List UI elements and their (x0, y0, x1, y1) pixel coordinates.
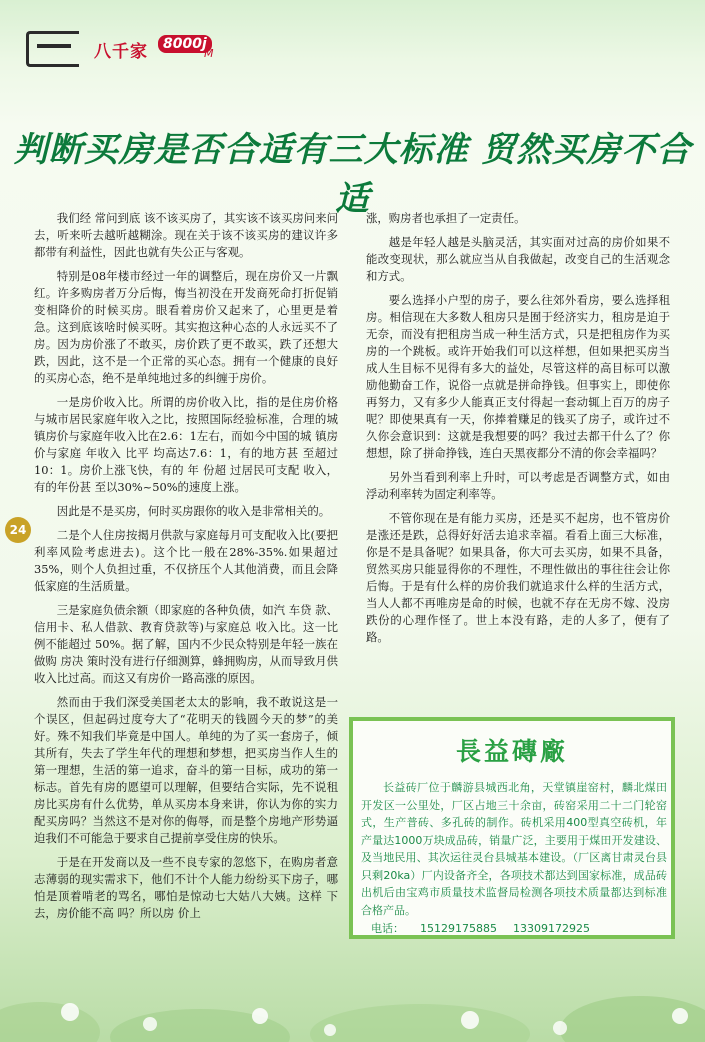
magazine-logo-mark (26, 31, 79, 67)
article-paragraph: 要么选择小户型的房子，要么往郊外看房，要么选择租房。相信现在大多数人租房只是囿于经济实力，租房是迫于无奈，而没有把租房当成一种生活方式，只是把租房作为买房的一个跳板。或许开始我们可以这样想，但如果把买房当成人生目标不见得有多大的益处，尽管这样的高目标可以激励他勤奋工作，说俗一点就是拼命挣钱。但事实上，即使你再努力，又有多少人能真正支付得起一套动辄上百万的房子呢？即使果真有一天，你捧着赚足的钱买了房子，或许过不久你会意识到：这就是我想要的吗？我过去都干什么了？你想想，除了拼命挣钱，连白天黑夜都分不清的你会幸福吗？ (366, 293, 670, 460)
article-paragraph: 越是年轻人越是头脑灵活，其实面对过高的房价如果不能改变现状，那么就应当从自我做起，改变自己的生活观念和方式。 (366, 235, 670, 283)
article-paragraph: 二是个人住房按揭月供款与家庭每月可支配收入比(要把利率风险考虑进去)。这个比一般在28%-35%.如果超过35%，则个人负担过重，不仅挤压个人其他消费，而且会降低家庭的生活质量。 (34, 528, 338, 593)
article-title: 判断买房是否合适有三大标准 贸然买房不合适 (13, 130, 692, 219)
article-paragraph: 于是在开发商以及一些不良专家的忽悠下，在购房者意志薄弱的现实需求下，他们不计个人能力纷纷买下房子，哪怕是顶着啃老的骂名，哪怕是惊动七大姑八大姨。这样 下去，房价能不高 吗？所以房 价上 (34, 855, 338, 920)
decorative-flowers-background (0, 912, 705, 1042)
ad-phone-2: 13309172925 (512, 922, 590, 935)
ad-phone-label: 电话： (371, 922, 404, 935)
ad-title: 長益磚廠 (455, 737, 568, 766)
article-paragraph: 然而由于我们深受美国老太太的影响，我不敢说这是一个误区，但起码过度夸大了“花明天的钱圆今天的梦”的美好。殊不知我们毕竟是中国人。单纯的为了买一套房子，倾其所有，失去了学生年代的理想和梦想，把买房当作人生的第一理想，生活的第一追求，奋斗的第一目标，成功的第一标志。首先有房的愿望可以理解，但要结合实际，先不说租房比买房有什么优势，单从买房本身来讲，你认为你的实力配买房吗？当然这不是对你的侮辱，而是整个房地产形势逼迫我们不可能急于要求自己提前享受住房的快乐。 (34, 695, 338, 845)
article-paragraph: 因此是不是买房，何时买房跟你的收入是非常相关的。 (56, 504, 331, 518)
page-header (0, 0, 705, 80)
article-paragraph: 我们经 常问到底 该不该买房了，其实该不该买房问来问去，听来听去越听越糊涂。现在关于该不该买房的建议许多都带有利益性，因此也就有失公正与客观。 (34, 211, 338, 259)
article-column-left (34, 210, 338, 929)
article-paragraph: 涨，购房者也承担了一定责任。 (366, 211, 526, 225)
advertisement-box (349, 717, 675, 939)
article-paragraph: 一是房价收入比。所谓的房价收入比，指的是住房价格与城市居民家庭年收入之比，按照国际经验标准，合理的城镇房价与家庭年收入比在2.6：1左右，而如今中国的城 镇房 价与家庭 年收入 比平 均高达7.6：1，有的地方甚 至超过10：1。房价上涨飞快，有的 年 份超 过居民可支配 收入，有的年份甚 至以30%~50%的速度上涨。 (34, 395, 338, 494)
magazine-brand-name: 八千家 (94, 42, 148, 62)
article-paragraph: 不管你现在是有能力买房，还是买不起房，也不管房价是涨还是跌，总得好好活去追求幸福。看看上面三大标准，你是不是具备呢？如果具备，你大可去买房，如果不具备，贸然买房只能显得你的不理性，不理性做出的事往往会让你后悔。于是有什么样的房价我们就追求什么样的生活方式，当人人都不再唯房是命的时候，也就不存在无房不嫁、没房跌份的心理作怪了。世上本没有路，走的人多了，便有了路。 (366, 511, 670, 644)
article-paragraph: 特别是08年楼市经过一年的调整后，现在房价又一片飘红。许多购房者万分后悔，悔当初没在开发商死命打折促销变相降价的时候买房。眼看着房价又起来了，心里更是着急。这到底该啥时候买呀。其实抱这种心态的人永远买不了房。因为房价涨了不敢买，房价跌了更不敢买，跌了还想大跌，因此，这不是一个正常的买心态。拥有一个健康的良好的买房心态，绝不是单纯地过多的纠缠于房价。 (34, 269, 338, 385)
article-column-right (366, 210, 670, 653)
ad-phone-1: 15129175885 (420, 922, 497, 935)
page-number-badge: 24 (5, 517, 31, 543)
ad-body: 长益砖厂位于麟游县城西北角，天堂镇崖窑村，麟北煤田开发区一公里处，厂区占地三十余亩，砖窑采用二十二门轮窑式，生产普砖、多孔砖的制作。砖机采用400型真空砖机，年产量达1000万块成品砖，销量广泛，主要用于煤田开发建设、及当地民用、其次运往灵台县城基本建设。（厂区离甘肃灵台县只剩20ka）厂内设备齐全，各项技术都达到国家标准，成品砖出机后由宝鸡市质量技术监督局检测各项技术质量都达到标准合格产品。 (361, 781, 667, 917)
article-paragraph: 三是家庭负债余额（即家庭的各种负债，如汽 车贷 款、信用卡、私人借款、教育贷款等)与家庭总 收入比。这一比例不能超过 50%。据了解，国内不少民众特别是年轻一族在 做购 房决 策时没有进行仔细测算，蜂拥购房，从而导致月供收入比过高。而这又有房价一路高涨的原因。 (34, 603, 338, 685)
article-paragraph: 另外当看到利率上升时，可以考虑是否调整方式，如由浮动利率转为固定利率等。 (366, 470, 670, 501)
magazine-brand-suffix: M (204, 47, 214, 60)
magazine-brand-badge: 8000j (158, 35, 212, 53)
